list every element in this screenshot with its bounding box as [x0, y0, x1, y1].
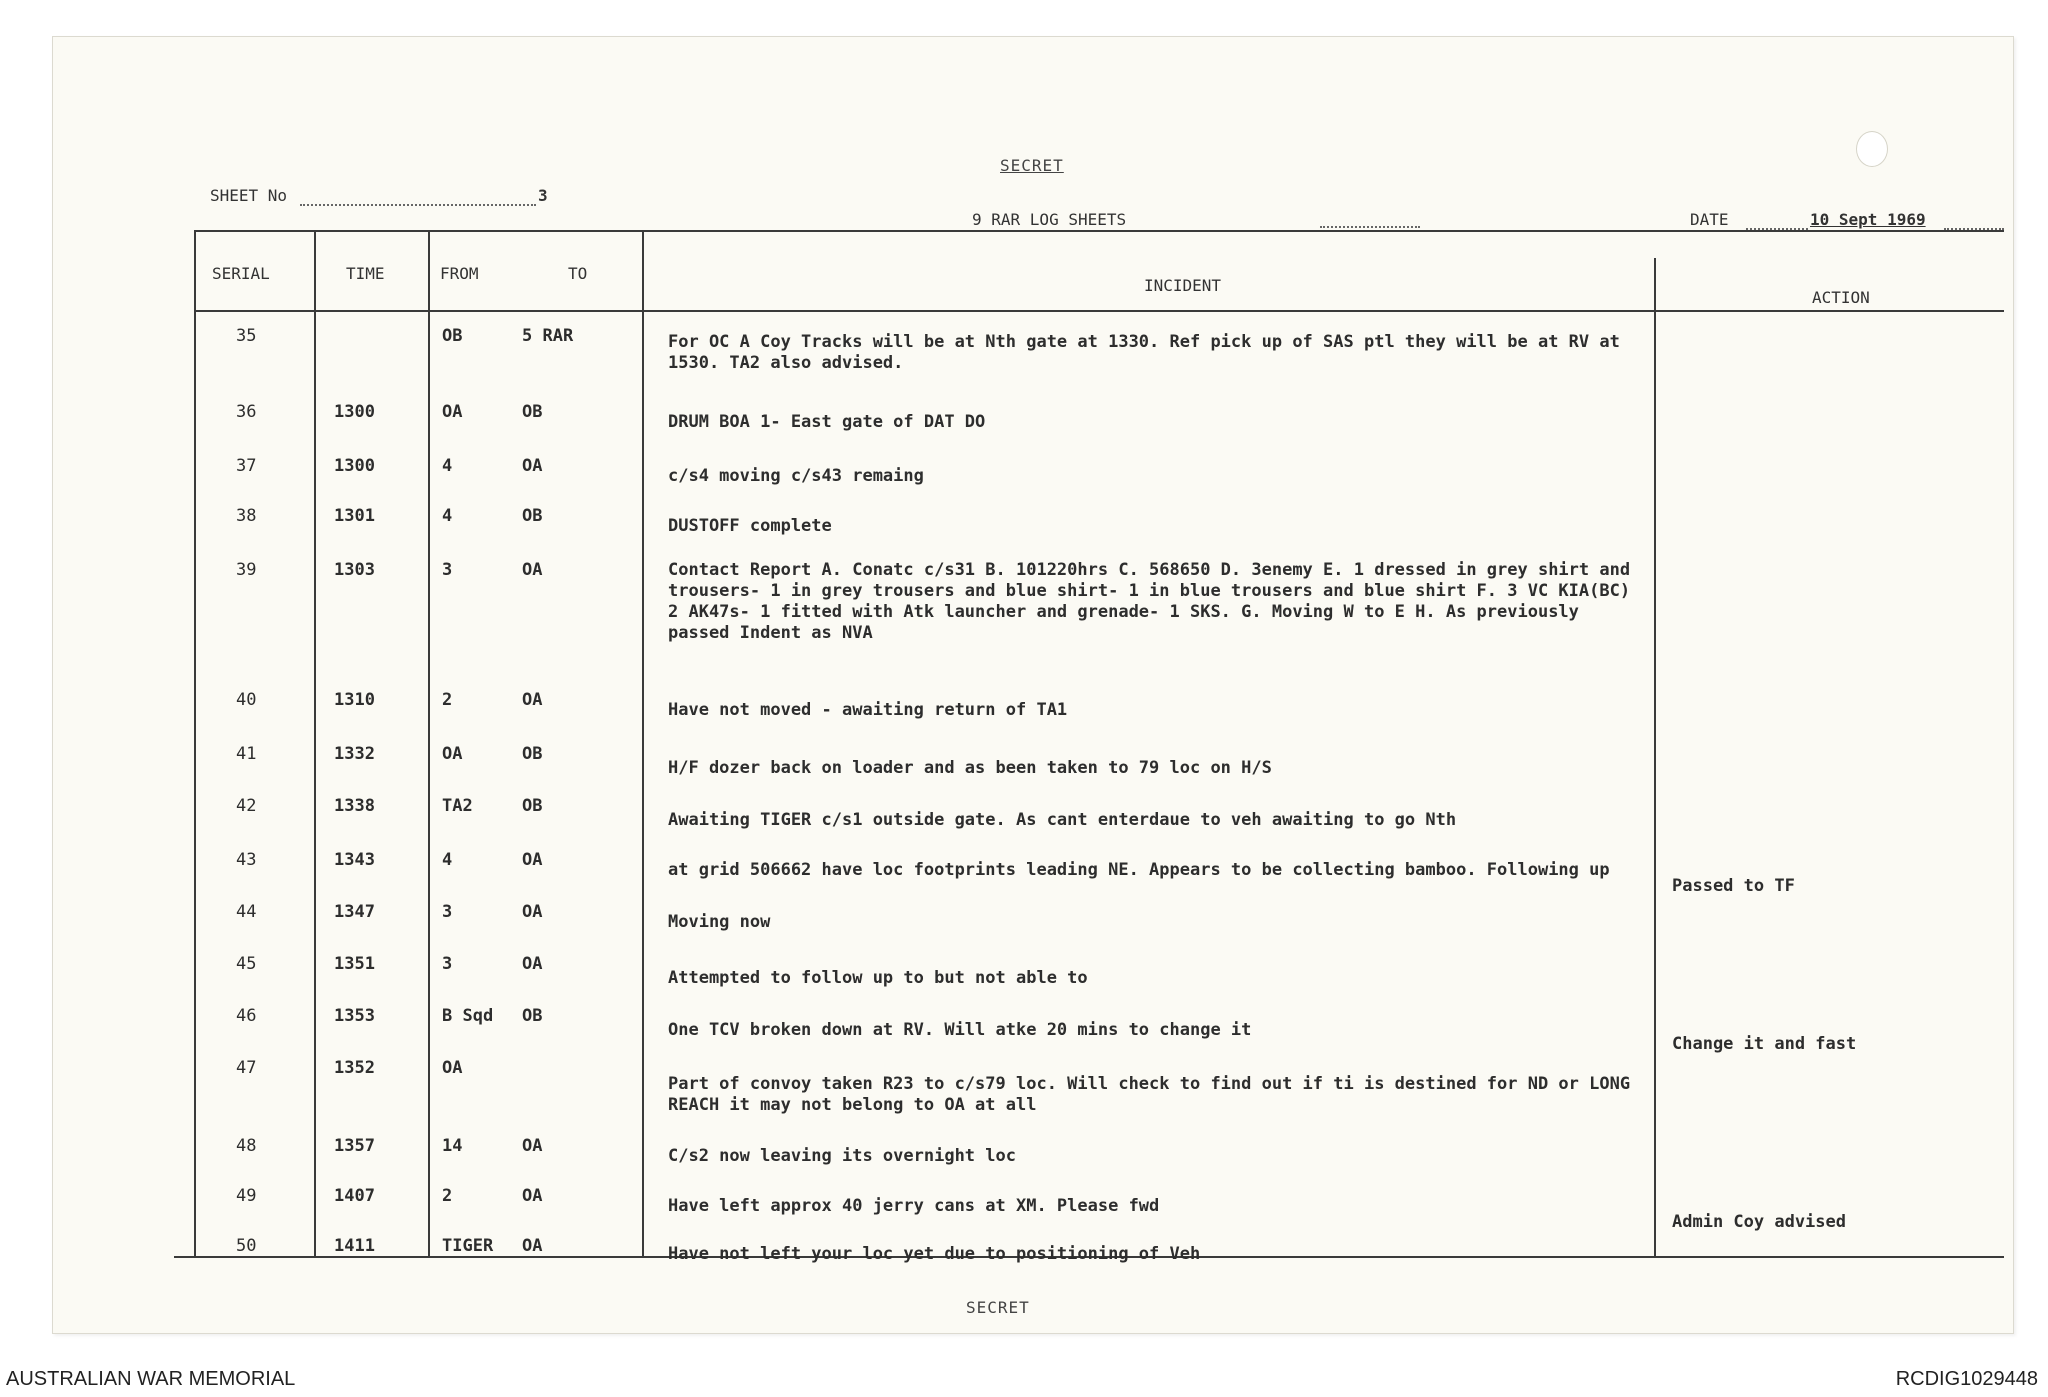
cell-time: 1332: [334, 744, 375, 764]
cell-from: 3: [442, 560, 453, 580]
col-header-from: FROM: [440, 264, 479, 283]
cell-incident: Moving now: [668, 912, 771, 932]
title-dots: [1320, 226, 1420, 228]
cell-from: OA: [442, 402, 463, 422]
cell-to: OA: [522, 1186, 543, 1206]
sheet-number-label: SHEET No: [210, 186, 288, 205]
cell-serial: 40: [236, 690, 257, 710]
punch-hole: [1856, 131, 1888, 167]
cell-from: 2: [442, 690, 453, 710]
cell-incident: C/s2 now leaving its overnight loc: [668, 1146, 1016, 1166]
cell-time: 1338: [334, 796, 375, 816]
cell-action: Change it and fast: [1672, 1034, 1857, 1054]
cell-time: 1343: [334, 850, 375, 870]
cell-incident: DUSTOFF complete: [668, 516, 832, 536]
cell-serial: 37: [236, 456, 257, 476]
cell-from: 4: [442, 456, 453, 476]
col-header-action: ACTION: [1812, 288, 1870, 307]
cell-to: OA: [522, 902, 543, 922]
cell-to: OA: [522, 690, 543, 710]
sheet-number-value: 3: [538, 186, 548, 205]
cell-from: 3: [442, 902, 453, 922]
cell-serial: 36: [236, 402, 257, 422]
col-header-time: TIME: [346, 264, 385, 283]
cell-time: 1357: [334, 1136, 375, 1156]
cell-to: OB: [522, 744, 543, 764]
sheet-number-dots: [300, 204, 536, 206]
cell-incident: H/F dozer back on loader and as been taken to 79 loc on H/S: [668, 758, 1272, 778]
cell-time: 1303: [334, 560, 375, 580]
cell-incident: Have not moved - awaiting return of TA1: [668, 700, 1068, 720]
log-title: 9 RAR LOG SHEETS: [972, 210, 1127, 229]
cell-from: 14: [442, 1136, 463, 1156]
cell-incident: Have left approx 40 jerry cans at XM. Please fwd: [668, 1196, 1160, 1216]
cell-incident: Part of convoy taken R23 to c/s79 loc. Will check to find out if ti is destined for ND or LONG REACH it may not belong to OA at all: [668, 1074, 1631, 1115]
cell-time: 1300: [334, 456, 375, 476]
date-label: DATE: [1690, 210, 1729, 229]
cell-incident: DRUM BOA 1- East gate of DAT DO: [668, 412, 986, 432]
col-border-to-incident: [642, 230, 644, 1258]
classification-top: SECRET: [1000, 156, 1064, 175]
cell-time: 1353: [334, 1006, 375, 1026]
cell-serial: 35: [236, 326, 257, 346]
cell-from: TIGER: [442, 1236, 494, 1256]
cell-time: 1300: [334, 402, 375, 422]
col-border-incident-action: [1654, 258, 1656, 1258]
col-header-to: TO: [568, 264, 588, 283]
cell-serial: 47: [236, 1058, 257, 1078]
log-table: [174, 230, 2004, 1264]
cell-to: OA: [522, 560, 543, 580]
cell-serial: 41: [236, 744, 257, 764]
cell-action: Admin Coy advised: [1672, 1212, 1846, 1232]
col-header-serial: SERIAL: [212, 264, 270, 283]
cell-time: 1407: [334, 1186, 375, 1206]
cell-to: OB: [522, 1006, 543, 1026]
cell-time: 1352: [334, 1058, 375, 1078]
archive-reference: RCDIG1029448: [1895, 1368, 2038, 1390]
cell-serial: 42: [236, 796, 257, 816]
classification-bottom: SECRET: [966, 1298, 1030, 1317]
cell-serial: 43: [236, 850, 257, 870]
cell-to: OA: [522, 1136, 543, 1156]
cell-from: OB: [442, 326, 463, 346]
col-header-incident: INCIDENT: [1144, 276, 1222, 295]
cell-from: OA: [442, 1058, 463, 1078]
archive-credit: AUSTRALIAN WAR MEMORIAL: [6, 1368, 296, 1390]
col-border-serial-time: [314, 230, 316, 1258]
cell-incident: Awaiting TIGER c/s1 outside gate. As cant enterdaue to veh awaiting to go Nth: [668, 810, 1457, 830]
cell-from: 4: [442, 506, 453, 526]
cell-time: 1310: [334, 690, 375, 710]
cell-serial: 49: [236, 1186, 257, 1206]
cell-serial: 45: [236, 954, 257, 974]
cell-action: Passed to TF: [1672, 876, 1795, 896]
cell-incident: Attempted to follow up to but not able to: [668, 968, 1088, 988]
cell-incident: Have not left your loc yet due to positioning of Veh: [668, 1244, 1201, 1264]
cell-time: 1351: [334, 954, 375, 974]
cell-to: OB: [522, 796, 543, 816]
cell-time: 1301: [334, 506, 375, 526]
cell-incident: at grid 506662 have loc footprints leading NE. Appears to be collecting bamboo. Following up: [668, 860, 1610, 880]
cell-from: B Sqd: [442, 1006, 494, 1026]
cell-to: OA: [522, 954, 543, 974]
cell-to: OA: [522, 456, 543, 476]
cell-to: OB: [522, 402, 543, 422]
date-value: 10 Sept 1969: [1810, 210, 1926, 229]
header-divider: [194, 310, 2004, 312]
cell-serial: 38: [236, 506, 257, 526]
col-border-left: [194, 230, 196, 1258]
cell-time: 1411: [334, 1236, 375, 1256]
cell-incident: One TCV broken down at RV. Will atke 20 mins to change it: [668, 1020, 1252, 1040]
cell-incident: c/s4 moving c/s43 remaing: [668, 466, 924, 486]
col-border-time-from: [428, 230, 430, 1258]
cell-serial: 44: [236, 902, 257, 922]
cell-from: 3: [442, 954, 453, 974]
table-top-border: [194, 230, 2004, 232]
cell-to: 5 RAR: [522, 326, 574, 346]
cell-serial: 39: [236, 560, 257, 580]
cell-serial: 46: [236, 1006, 257, 1026]
cell-from: 4: [442, 850, 453, 870]
cell-from: OA: [442, 744, 463, 764]
cell-time: 1347: [334, 902, 375, 922]
cell-from: TA2: [442, 796, 473, 816]
cell-serial: 50: [236, 1236, 257, 1256]
cell-to: OA: [522, 1236, 543, 1256]
cell-to: OA: [522, 850, 543, 870]
cell-incident: Contact Report A. Conatc c/s31 B. 101220hrs C. 568650 D. 3enemy E. 1 dressed in grey shirt and trousers- 1 in grey trousers and blue shirt- 1 in blue trousers and blue shirt F. 3 VC KIA(BC) 2 AK47s- 1 fitted with Atk launcher and grenade- 1 SKS. G. Moving W to E H. As previously passed Indent as NVA: [668, 560, 1631, 643]
cell-incident: For OC A Coy Tracks will be at Nth gate at 1330. Ref pick up of SAS ptl they will be at RV at 1530. TA2 also advised.: [668, 332, 1620, 373]
cell-to: OB: [522, 506, 543, 526]
cell-serial: 48: [236, 1136, 257, 1156]
cell-from: 2: [442, 1186, 453, 1206]
